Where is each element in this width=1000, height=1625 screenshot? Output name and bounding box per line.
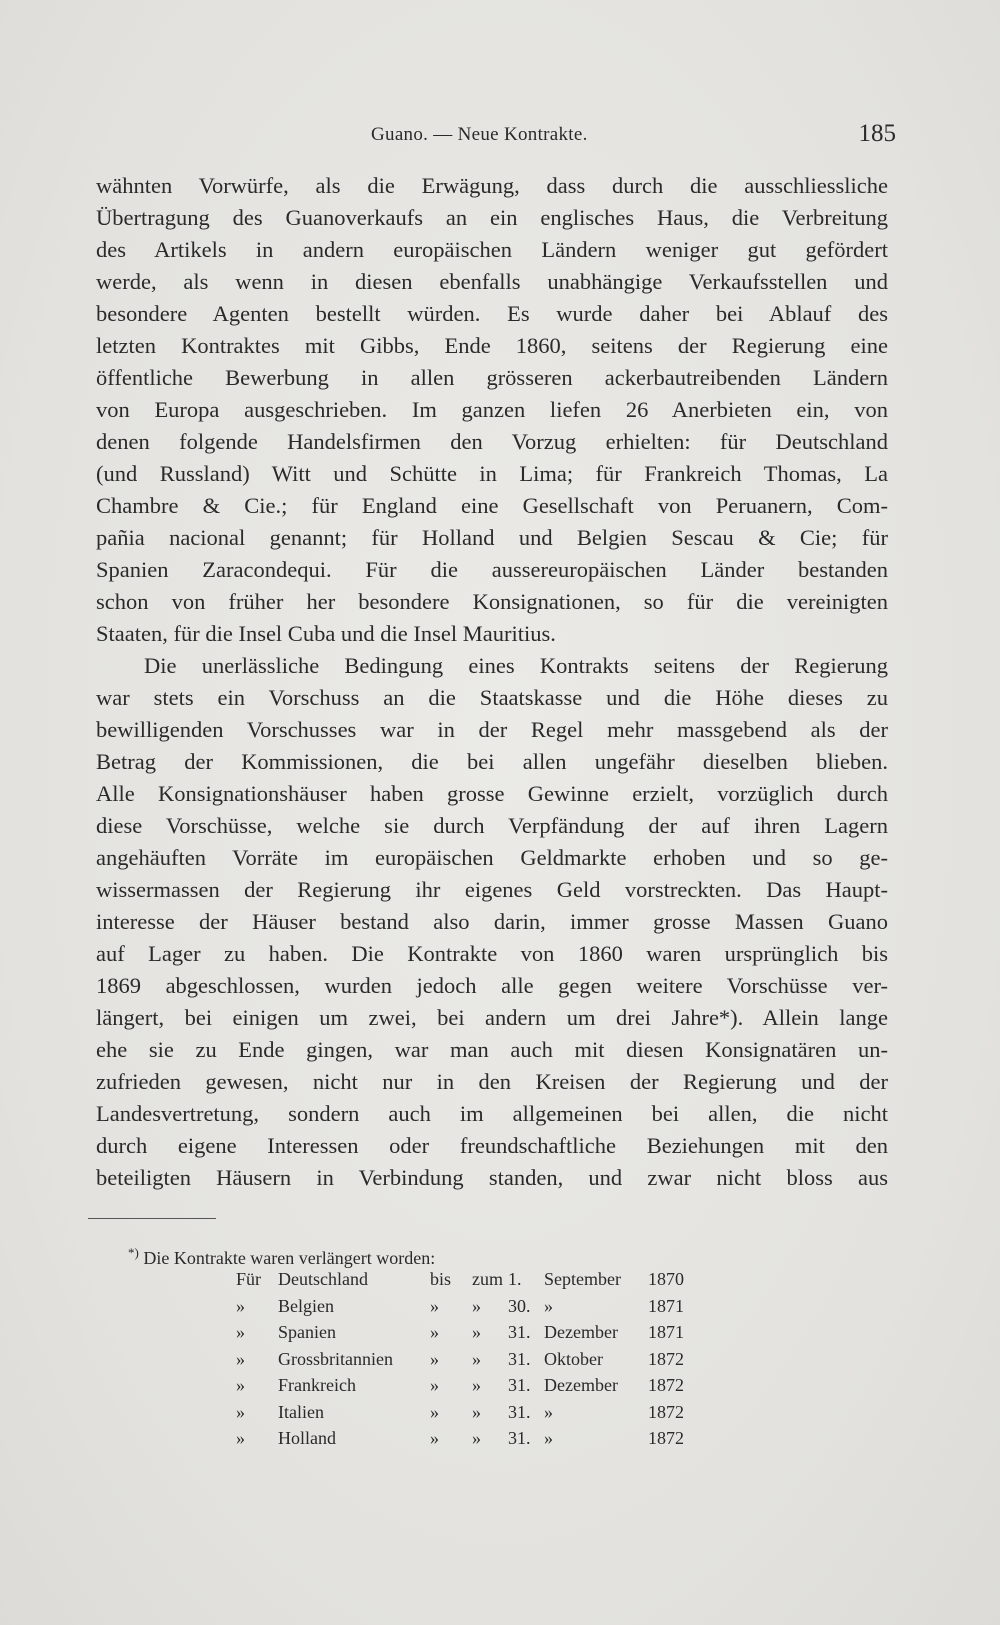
running-title: Guano. — Neue Kontrakte. — [371, 124, 588, 145]
row-bis: » — [430, 1401, 439, 1422]
row-day: 31. — [508, 1428, 531, 1448]
row-year: 1872 — [648, 1375, 684, 1395]
text-line: wähnten Vorwürfe, als die Erwägung, dass durch die ausschliessliche — [96, 173, 888, 198]
text-line: Übertragung des Guanoverkaufs an ein englisches Haus, die Verbreitung — [96, 205, 888, 230]
footnote-intro-text: Die Kontrakte waren verlängert worden: — [143, 1248, 436, 1268]
row-zum: » — [472, 1295, 481, 1316]
footnote-divider — [88, 1218, 216, 1219]
text-line: interesse der Häuser bestand also darin, immer grosse Massen Guano — [96, 909, 888, 934]
paragraph-start-line: Die unerlässliche Bedingung eines Kontrakts seitens der Regierung — [144, 653, 888, 678]
body-text — [96, 170, 888, 1194]
text-line: bewilligenden Vorschusses war in der Regel mehr massgebend als der — [96, 717, 888, 742]
text-line: besondere Agenten bestellt würden. Es wurde daher bei Ablauf des — [96, 301, 888, 326]
row-year: 1871 — [648, 1295, 684, 1316]
row-month: Dezember — [544, 1375, 618, 1395]
footnote-table-row — [128, 1319, 828, 1346]
row-month: » — [544, 1295, 553, 1316]
row-prefix: » — [236, 1401, 245, 1422]
row-month: Oktober — [544, 1348, 603, 1369]
footnote-table-row — [128, 1372, 828, 1399]
row-zum: » — [472, 1428, 481, 1448]
text-line: wissermassen der Regierung ihr eigenes Geld vorstreckten. Das Haupt- — [96, 877, 888, 902]
row-bis: » — [430, 1348, 439, 1369]
text-line: Betrag der Kommissionen, die bei allen ungefähr dieselben blieben. — [96, 749, 888, 774]
footnote-table-row — [128, 1293, 828, 1320]
text-line: ehe sie zu Ende gingen, war man auch mit diesen Konsignatären un- — [96, 1037, 888, 1062]
text-line: 1869 abgeschlossen, wurden jedoch alle gegen weitere Vorschüsse ver- — [96, 973, 888, 998]
row-day: 31. — [508, 1401, 531, 1422]
row-year: 1870 — [648, 1269, 684, 1289]
row-day: 31. — [508, 1375, 531, 1395]
text-line: durch eigene Interessen oder freundschaftliche Beziehungen mit den — [96, 1133, 888, 1158]
row-month: September — [544, 1269, 621, 1289]
row-bis: » — [430, 1375, 439, 1395]
row-country: Holland — [278, 1428, 336, 1448]
text-line: war stets ein Vorschuss an die Staatskasse und die Höhe dieses zu — [96, 685, 888, 710]
row-zum: » — [472, 1348, 481, 1369]
text-line: letzten Kontraktes mit Gibbs, Ende 1860, seitens der Regierung eine — [96, 333, 888, 358]
page-number: 185 — [858, 120, 896, 147]
row-month: Dezember — [544, 1322, 618, 1342]
row-bis: » — [430, 1295, 439, 1316]
footnote-table-row — [128, 1425, 828, 1452]
footnote — [128, 1240, 828, 1452]
row-prefix: » — [236, 1295, 245, 1316]
row-year: 1872 — [648, 1348, 684, 1369]
page-header — [96, 120, 896, 150]
text-line: (und Russland) Witt und Schütte in Lima; für Frankreich Thomas, La — [96, 461, 888, 486]
row-country: Deutschland — [278, 1269, 368, 1289]
text-line: Chambre & Cie.; für England eine Gesellschaft von Peruanern, Com- — [96, 493, 888, 518]
row-country: Belgien — [278, 1295, 334, 1316]
row-zum: » — [472, 1375, 481, 1395]
row-zum: zum — [472, 1269, 503, 1289]
row-bis: bis — [430, 1269, 452, 1289]
row-month: » — [544, 1428, 553, 1448]
row-day: 30. — [508, 1295, 531, 1316]
row-bis: » — [430, 1322, 439, 1342]
row-prefix: » — [236, 1375, 245, 1395]
text-line: auf Lager zu haben. Die Kontrakte von 1860 waren ursprünglich bis — [96, 941, 888, 966]
footnote-marker: *) — [128, 1245, 139, 1260]
text-line: diese Vorschüsse, welche sie durch Verpfändung der auf ihren Lagern — [96, 813, 888, 838]
text-line: von Europa ausgeschrieben. Im ganzen liefen 26 Anerbieten ein, von — [96, 397, 888, 422]
row-prefix: » — [236, 1428, 245, 1448]
text-line: pañia nacional genannt; für Holland und Belgien Sescau & Cie; für — [96, 525, 888, 550]
row-day: 1. — [508, 1269, 522, 1289]
row-bis: » — [430, 1428, 439, 1448]
text-line: beteiligten Häusern in Verbindung standen, und zwar nicht bloss aus — [96, 1165, 888, 1190]
text-line: öffentliche Bewerbung in allen grösseren ackerbautreibenden Ländern — [96, 365, 888, 390]
text-line: des Artikels in andern europäischen Ländern weniger gut gefördert — [96, 237, 888, 262]
row-country: Italien — [278, 1401, 324, 1422]
paragraph-end-line: Staaten, für die Insel Cuba und die Insel Mauritius. — [96, 621, 556, 646]
row-prefix: Für — [236, 1269, 262, 1289]
text-line: schon von früher her besondere Konsignationen, so für die vereinigten — [96, 589, 888, 614]
row-zum: » — [472, 1322, 481, 1342]
text-line: werde, als wenn in diesen ebenfalls unabhängige Verkaufsstellen und — [96, 269, 888, 294]
footnote-table-row — [128, 1346, 828, 1373]
row-year: 1871 — [648, 1322, 684, 1342]
row-prefix: » — [236, 1322, 245, 1342]
footnote-intro — [128, 1240, 828, 1266]
text-line: Spanien Zaracondequi. Für die aussereuropäischen Länder bestanden — [96, 557, 888, 582]
footnote-table-row — [128, 1399, 828, 1426]
footnote-table-row — [128, 1266, 828, 1293]
text-line: Landesvertretung, sondern auch im allgemeinen bei allen, die nicht — [96, 1101, 888, 1126]
text-line: längert, bei einigen um zwei, bei andern um drei Jahre*). Allein lange — [96, 1005, 888, 1030]
text-line: denen folgende Handelsfirmen den Vorzug erhielten: für Deutschland — [96, 429, 888, 454]
row-prefix: » — [236, 1348, 245, 1369]
row-day: 31. — [508, 1322, 531, 1342]
row-country: Grossbritannien — [278, 1348, 393, 1369]
text-line: angehäuften Vorräte im europäischen Geldmarkte erhoben und so ge- — [96, 845, 888, 870]
row-year: 1872 — [648, 1401, 684, 1422]
row-month: » — [544, 1401, 553, 1422]
row-year: 1872 — [648, 1428, 684, 1448]
row-zum: » — [472, 1401, 481, 1422]
row-country: Frankreich — [278, 1375, 356, 1395]
text-line: Alle Konsignationshäuser haben grosse Gewinne erzielt, vorzüglich durch — [96, 781, 888, 806]
text-line: zufrieden gewesen, nicht nur in den Kreisen der Regierung und der — [96, 1069, 888, 1094]
row-country: Spanien — [278, 1322, 336, 1342]
row-day: 31. — [508, 1348, 531, 1369]
